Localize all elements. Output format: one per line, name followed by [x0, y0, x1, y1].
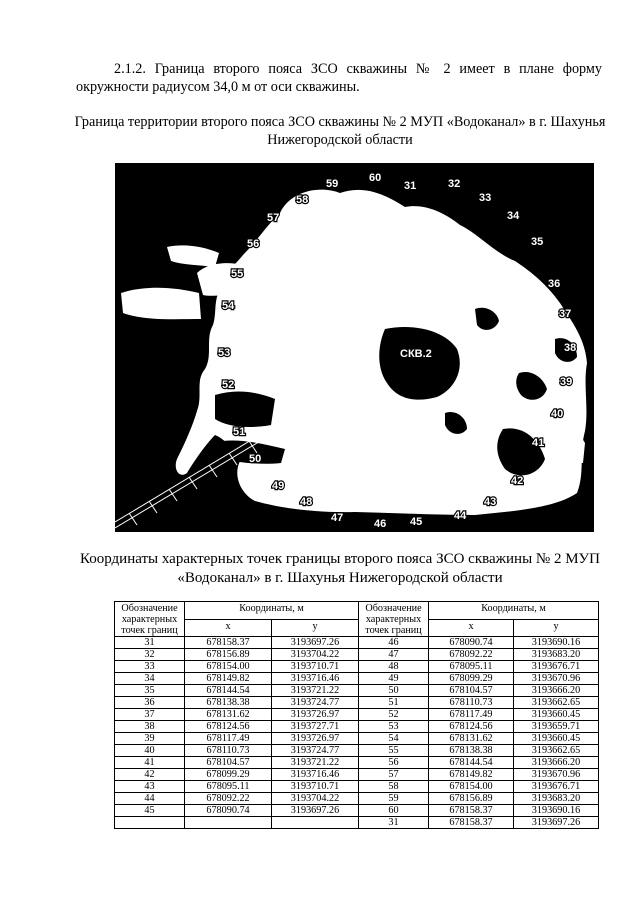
point-label-51: 51: [233, 426, 246, 438]
table-row: [115, 769, 599, 781]
cell-y: 3193716.46: [272, 769, 359, 781]
cell-y: 3193721.22: [272, 685, 359, 697]
cell-point: 40: [115, 745, 185, 757]
cell-y: 3193660.45: [514, 709, 599, 721]
point-label-36: 36: [548, 278, 561, 290]
cell-y: 3193726.97: [272, 733, 359, 745]
cell-y: 3193683.20: [514, 649, 599, 661]
cell-x: 678124.56: [429, 721, 514, 733]
cell-x: 678104.57: [185, 757, 272, 769]
point-label-32: 32: [448, 178, 461, 190]
cell-x: 678154.00: [429, 781, 514, 793]
cell-y: 3193666.20: [514, 685, 599, 697]
cell-y: 3193716.46: [272, 673, 359, 685]
cell-point: 46: [359, 637, 429, 649]
header-x: x: [185, 619, 272, 637]
cell-x: 678117.49: [429, 709, 514, 721]
cell-x: 678124.56: [185, 721, 272, 733]
cell-y: 3193670.96: [514, 673, 599, 685]
cell-y: 3193676.71: [514, 781, 599, 793]
cell-y: 3193697.26: [272, 805, 359, 817]
cell-x: 678156.89: [429, 793, 514, 805]
point-label-59: 59: [326, 178, 339, 190]
cell-y: 3193726.97: [272, 709, 359, 721]
cell-point: 53: [359, 721, 429, 733]
cell-y: 3193724.77: [272, 745, 359, 757]
cell-y: 3193710.71: [272, 661, 359, 673]
table-row: [115, 793, 599, 805]
point-label-46: 46: [374, 518, 387, 530]
cell-point: 39: [115, 733, 185, 745]
point-label-48: 48: [300, 496, 313, 508]
cell-x: 678110.73: [185, 745, 272, 757]
cell-point: 56: [359, 757, 429, 769]
point-label-52: 52: [222, 379, 235, 391]
cell-x: 678144.54: [429, 757, 514, 769]
well-label: СКВ.2: [400, 348, 432, 360]
cell-x: 678110.73: [429, 697, 514, 709]
header-point: Обозначение характерных точек границ: [359, 602, 429, 637]
cell-point: 38: [115, 721, 185, 733]
cell-x: 678138.38: [429, 745, 514, 757]
well-marker: [400, 348, 432, 360]
cell-x: 678154.00: [185, 661, 272, 673]
cell-x: 678144.54: [185, 685, 272, 697]
cell-point: 33: [115, 661, 185, 673]
cell-x: [185, 817, 272, 829]
cell-point: 52: [359, 709, 429, 721]
cell-y: [272, 817, 359, 829]
point-label-43: 43: [484, 496, 497, 508]
cell-x: 678131.62: [185, 709, 272, 721]
table-row: [115, 697, 599, 709]
cell-point: 41: [115, 757, 185, 769]
table-row: [115, 637, 599, 649]
cell-point: [115, 817, 185, 829]
cell-y: 3193704.22: [272, 793, 359, 805]
cell-x: 678131.62: [429, 733, 514, 745]
cell-point: 60: [359, 805, 429, 817]
cell-point: 48: [359, 661, 429, 673]
table-caption: Координаты характерных точек границы второго пояса ЗСО скважины № 2 МУП «Водоканал» в г. Шахунья Нижегородской области: [79, 551, 601, 586]
point-label-38: 38: [564, 342, 577, 354]
cell-x: 678149.82: [185, 673, 272, 685]
point-label-37: 37: [559, 308, 572, 320]
cell-point: 34: [115, 673, 185, 685]
cell-y: 3193710.71: [272, 781, 359, 793]
cell-x: 678138.38: [185, 697, 272, 709]
cell-x: 678090.74: [185, 805, 272, 817]
point-label-60: 60: [369, 172, 382, 184]
table-row: [115, 805, 599, 817]
cell-x: 678099.29: [185, 769, 272, 781]
cell-y: 3193690.16: [514, 637, 599, 649]
point-label-58: 58: [296, 194, 309, 206]
point-label-35: 35: [531, 236, 544, 248]
cell-y: 3193724.77: [272, 697, 359, 709]
point-label-31: 31: [404, 180, 417, 192]
point-label-57: 57: [267, 212, 280, 224]
coordinates-table: [114, 601, 599, 829]
point-label-47: 47: [331, 512, 344, 524]
cell-point: 43: [115, 781, 185, 793]
cell-y: 3193704.22: [272, 649, 359, 661]
table-row: [115, 661, 599, 673]
point-label-56: 56: [247, 238, 260, 250]
cell-point: 58: [359, 781, 429, 793]
cell-point: 32: [115, 649, 185, 661]
map-caption: Граница территории второго пояса ЗСО скважины № 2 МУП «Водоканал» в г. Шахунья Нижегородской области: [74, 114, 606, 148]
cell-x: 678099.29: [429, 673, 514, 685]
cell-y: 3193662.65: [514, 745, 599, 757]
cell-y: 3193690.16: [514, 805, 599, 817]
cell-x: 678095.11: [185, 781, 272, 793]
point-label-53: 53: [218, 347, 231, 359]
point-label-54: 54: [222, 300, 235, 312]
point-label-49: 49: [272, 480, 285, 492]
cell-x: 678090.74: [429, 637, 514, 649]
table-row: [115, 685, 599, 697]
point-label-39: 39: [560, 376, 573, 388]
cell-y: 3193666.20: [514, 757, 599, 769]
table-body: [115, 637, 599, 829]
table-row: [115, 733, 599, 745]
point-label-40: 40: [551, 408, 564, 420]
header-y: y: [514, 619, 599, 637]
cell-x: 678117.49: [185, 733, 272, 745]
cell-x: 678156.89: [185, 649, 272, 661]
cell-x: 678104.57: [429, 685, 514, 697]
cell-x: 678149.82: [429, 769, 514, 781]
cell-x: 678158.37: [185, 637, 272, 649]
cell-point: 31: [359, 817, 429, 829]
table-row: [115, 649, 599, 661]
cell-y: 3193721.22: [272, 757, 359, 769]
cell-point: 31: [115, 637, 185, 649]
table-subheader-row: [115, 619, 599, 637]
cell-point: 47: [359, 649, 429, 661]
cell-point: 35: [115, 685, 185, 697]
point-label-41: 41: [532, 437, 545, 449]
table-row: [115, 721, 599, 733]
point-label-55: 55: [231, 268, 244, 280]
cell-y: 3193659.71: [514, 721, 599, 733]
map-image: [115, 163, 594, 532]
point-label-50: 50: [249, 453, 262, 465]
cell-y: 3193683.20: [514, 793, 599, 805]
cell-y: 3193697.26: [272, 637, 359, 649]
cell-y: 3193660.45: [514, 733, 599, 745]
cell-x: 678092.22: [185, 793, 272, 805]
cell-y: 3193670.96: [514, 769, 599, 781]
cell-point: 49: [359, 673, 429, 685]
cell-point: 59: [359, 793, 429, 805]
cell-y: 3193676.71: [514, 661, 599, 673]
point-label-45: 45: [410, 516, 423, 528]
table-row: [115, 709, 599, 721]
table-row: [115, 817, 599, 829]
cell-point: 57: [359, 769, 429, 781]
cell-point: 55: [359, 745, 429, 757]
point-label-33: 33: [479, 192, 492, 204]
cell-point: 37: [115, 709, 185, 721]
point-label-42: 42: [511, 475, 524, 487]
header-coords: Координаты, м: [429, 602, 599, 620]
table-row: [115, 757, 599, 769]
cell-point: 50: [359, 685, 429, 697]
header-y: y: [272, 619, 359, 637]
cell-y: 3193662.65: [514, 697, 599, 709]
section-paragraph: 2.1.2. Граница второго пояса ЗСО скважины № 2 имеет в плане форму окружности радиусом 34,0 м от оси скважины.: [76, 61, 602, 95]
cell-point: 51: [359, 697, 429, 709]
table-row: [115, 745, 599, 757]
cell-point: 36: [115, 697, 185, 709]
table-row: [115, 781, 599, 793]
table-row: [115, 673, 599, 685]
cell-x: 678095.11: [429, 661, 514, 673]
point-label-44: 44: [454, 510, 467, 522]
cell-point: 44: [115, 793, 185, 805]
boundary-map: [115, 163, 594, 532]
point-label-34: 34: [507, 210, 520, 222]
header-coords: Координаты, м: [185, 602, 359, 620]
cell-point: 54: [359, 733, 429, 745]
table-header-row: [115, 602, 599, 620]
cell-x: 678158.37: [429, 805, 514, 817]
header-x: x: [429, 619, 514, 637]
cell-x: 678092.22: [429, 649, 514, 661]
cell-y: 3193727.71: [272, 721, 359, 733]
header-point: Обозначение характерных точек границ: [115, 602, 185, 637]
cell-x: 678158.37: [429, 817, 514, 829]
cell-point: 42: [115, 769, 185, 781]
cell-point: 45: [115, 805, 185, 817]
cell-y: 3193697.26: [514, 817, 599, 829]
